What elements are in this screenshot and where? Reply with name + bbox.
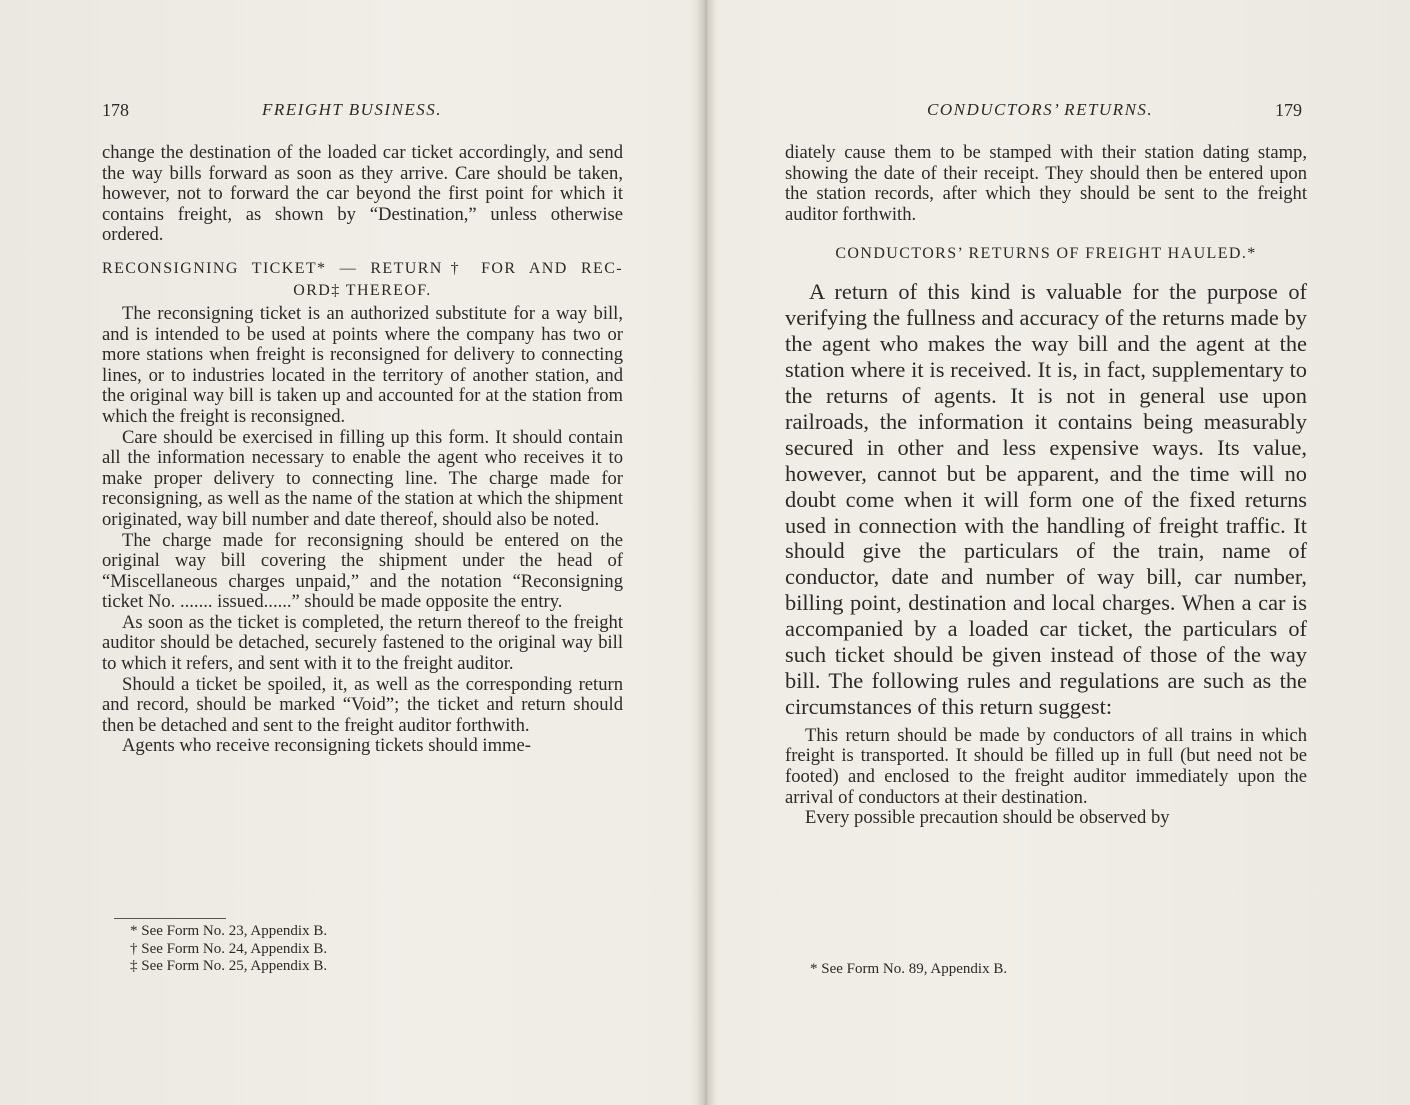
section-heading xyxy=(102,258,623,302)
running-head: CONDUCTORS’ RETURNS. xyxy=(927,100,1154,119)
paragraph: Every possible precaution should be observed by xyxy=(805,807,1170,829)
text-column xyxy=(102,143,623,757)
paragraph: diately cause them to be stamped with their station dating stamp, showing the date of their receipt. They should then be entered upon the station records, after which they should be sent to the freight auditor forthwith. xyxy=(785,142,1307,225)
paragraph: change the destination of the loaded car ticket accordingly, and send the way bills forward as soon as they arrive. Care should be taken, however, not to forward the car beyond the first point for which it contains freight, as shown by “Destination,” unless otherwise ordered. xyxy=(102,142,623,246)
page-number: 178 xyxy=(102,100,129,120)
footnote: ‡ See Form No. 25, Appendix B. xyxy=(130,958,328,974)
paragraph: This return should be made by conductors of all trains in which freight is transported. It should be filled up in full (but need not be footed) and enclosed to the freight auditor immediately upon the arrival of conductors at their destination. xyxy=(785,724,1307,808)
right-page xyxy=(705,0,1410,1105)
paragraph: The reconsigning ticket is an authorized substitute for a way bill, and is intended to be used at points where the company has two or more stations when freight is reconsigned for delivery to connecting lines, or to industries located in the territory of another station, and the original way bill is taken up and accounted for at the station from which the freight is reconsigned. xyxy=(102,302,623,427)
paragraph: Agents who receive reconsigning tickets should imme- xyxy=(122,735,531,757)
paragraph: The charge made for reconsigning should be entered on the original way bill covering the shipment under the head of “Miscellaneous charges unpaid,” and the notation “Reconsigning ticket No. ....... issued......” should be made opposite the entry. xyxy=(102,529,623,613)
section-heading: CONDUCTORS’ RETURNS OF FREIGHT HAULED.* xyxy=(835,245,1257,263)
text-column xyxy=(785,143,1307,829)
page-number: 179 xyxy=(1275,100,1302,120)
paragraph: As soon as the ticket is completed, the return thereof to the freight auditor should be detached, securely fastened to the original way bill to which it refers, and sent with it to the freight auditor. xyxy=(102,611,623,675)
footnote: † See Form No. 24, Appendix B. xyxy=(130,940,328,957)
section-heading-line: RECONSIGNING TICKET* — RETURN† FOR AND REC- xyxy=(102,259,623,277)
footnote: * See Form No. 89, Appendix B. xyxy=(810,961,1008,977)
paragraph: A return of this kind is valuable for the purpose of verifying the fullness and accuracy of the returns made by the agent who makes the way bill and the agent at the station where it is received. It is, in fact, supplementary to the returns of agents. It is not in general use upon railroads, the information it contains being measurably secured in other and less expensive ways. Its value, however, cannot but be apparent, and the time will no doubt come when it will form one of the fixed returns used in connection with the handling of freight traffic. It should give the particulars of the train, name of conductor, date and number of way bill, car number, billing point, destination and local charges. When a car is accompanied by a loaded car ticket, the particulars of such ticket should be given instead of those of the way bill. The following rules and regulations are such as the circumstances of this return suggest: xyxy=(785,279,1307,719)
section-heading-line: ORD‡ THEREOF. xyxy=(293,281,432,299)
running-head: FREIGHT BUSINESS. xyxy=(262,100,443,119)
footnotes xyxy=(130,923,327,976)
paragraph: Should a ticket be spoiled, it, as well as the corresponding return and record, should be marked “Void”; the ticket and return should then be detached and sent to the freight auditor forthwith. xyxy=(102,673,623,736)
footnote-rule xyxy=(114,918,226,919)
paragraph: Care should be exercised in filling up this form. It should contain all the information necessary to enable the agent who receives it to make proper delivery to connecting line. The charge made for reconsigning, as well as the name of the station at which the shipment originated, way bill number and date thereof, should also be noted. xyxy=(102,426,623,530)
footnote: * See Form No. 23, Appendix B. xyxy=(130,923,328,939)
footnotes xyxy=(810,961,1007,979)
